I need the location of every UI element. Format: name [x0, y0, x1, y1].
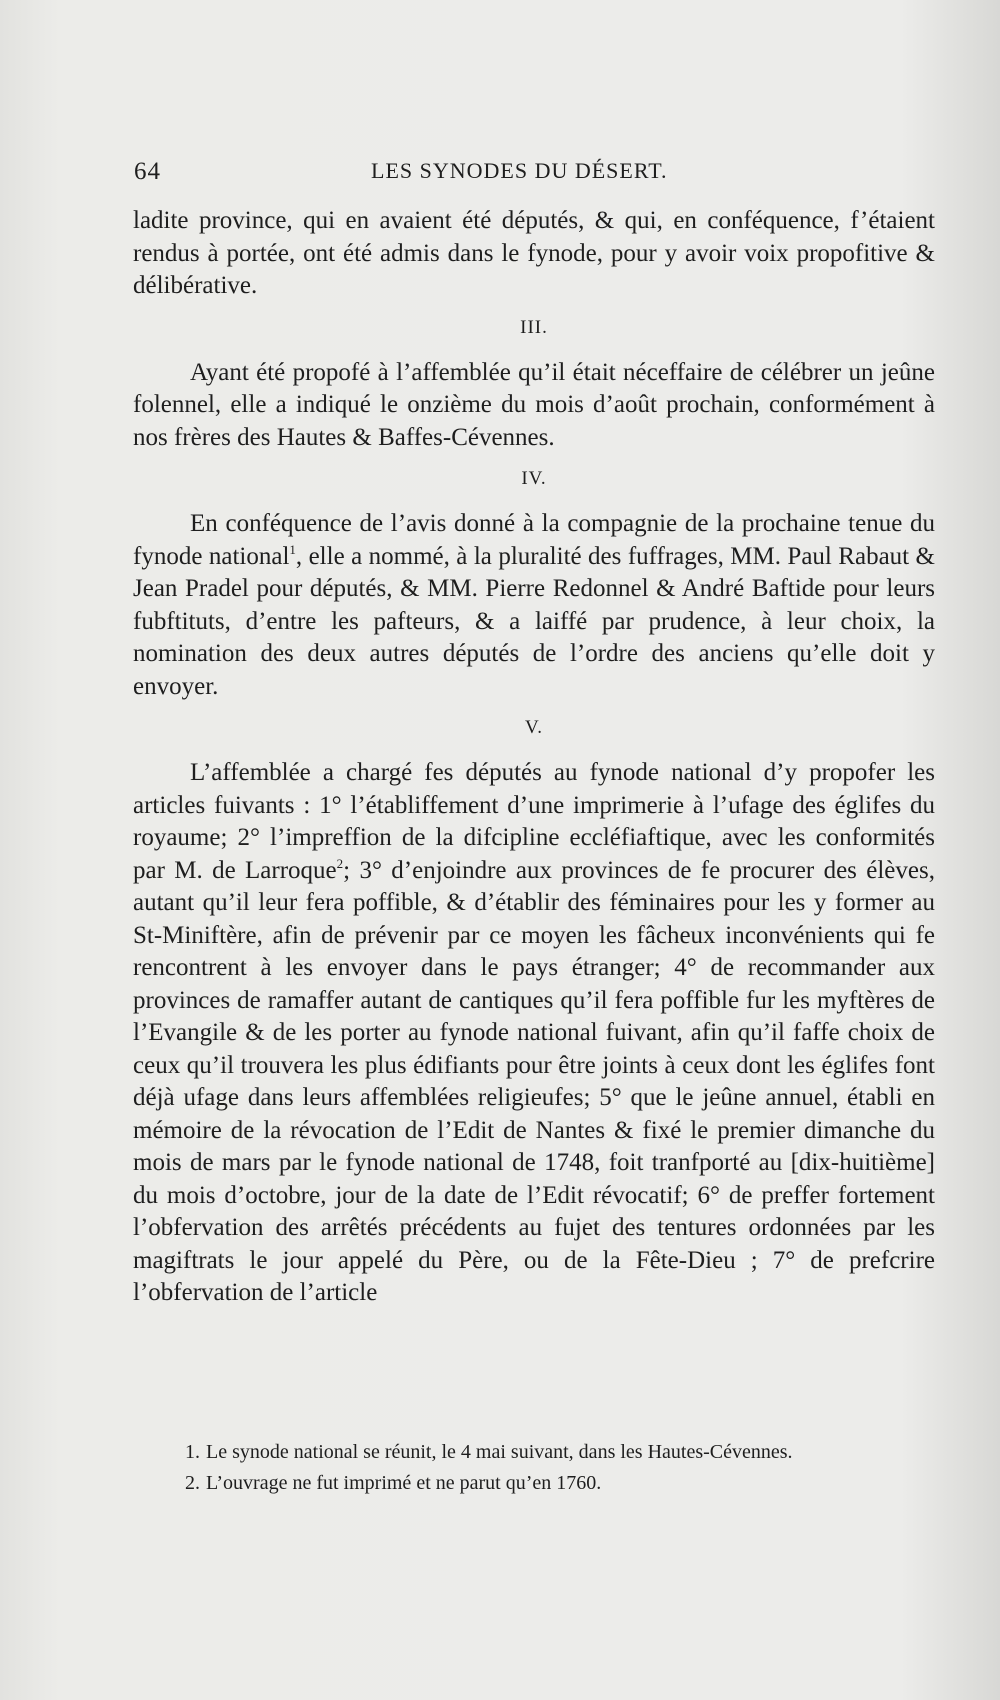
footnote-reference: 1	[289, 541, 296, 557]
footnotes	[185, 1437, 935, 1499]
section-numeral-iii: III.	[520, 316, 548, 338]
paragraph-section-iii: Ayant été propofé à l’affemblée qu’il était néceffaire de célébrer un jeûne folennel, elle a indiqué le onzième du mois d’août prochain, conformément à nos frères des Hautes & Baffes-Cévennes.	[133, 358, 935, 451]
page-number: 64	[134, 158, 161, 185]
paragraph-section-v	[133, 757, 935, 1310]
running-title: LES SYNODES DU DÉSERT.	[371, 158, 668, 183]
paragraph-intro: ladite province, qui en avaient été députés, & qui, en conféquence, f’étaient rendus à portée, ont été admis dans le fynode, pour y avoir voix propofitive & délibérative.	[133, 207, 935, 299]
footnote-text: Le synode national se réunit, le 4 mai suivant, dans les Hautes-Cévennes.	[206, 1441, 793, 1463]
section-numeral-v: V.	[524, 717, 544, 738]
footnote-1	[185, 1437, 935, 1468]
paragraph-text: L’affemblée a chargé fes députés au fynode national d’y propofer les articles fuivants : 1° l’établiffement d’une imprimerie à l’ufage des églifes du royaume; 2° l’impreffion de la difcipline eccléfiaftique, avec les conformités par M. de Larroque	[133, 759, 935, 884]
footnote-2	[185, 1468, 935, 1499]
paragraph-text: En conféquence de l’avis donné à la compagnie de la prochaine tenue du fynode national	[133, 510, 935, 570]
section-numeral-iv: IV.	[521, 468, 547, 489]
footnote-text: L’ouvrage ne fut imprimé et ne parut qu’en 1760.	[206, 1472, 602, 1494]
paragraph-text: ; 3° d’enjoindre aux provinces de fe procurer des élèves, autant qu’il leur fera poffible, & d’établir des féminaires pour les y former au St-Miniftère, afin de prévenir par ce moyen les fâcheux inconvénients qui fe rencontrent à les envoyer dans le pays étranger; 4° de recommander aux provinces de ramaffer autant de cantiques qu’il fera poffible fur les myftères de l’Evangile & de les porter au fynode national fuivant, afin qu’il faffe choix de ceux qu’il trouvera les plus édifiants pour être joints à ceux dont les églifes font déjà ufage dans leurs affemblées religieufes; 5° que le jeûne annuel, établi en mémoire de la révocation de l’Edit de Nantes & fixé le premier dimanche du mois de mars par le fynode national de 1748, foit tranfporté au [dix-huitième] du mois d’octobre, jour de la date de l’Edit révocatif; 6° de preffer fortement l’obfervation des arrêtés précédents au fujet des tentures ordonnées par les magiftrats le jour appelé du Père, ou de la Fête-Dieu ; 7° de prefcrire l’obfervation de l’article	[133, 856, 935, 1306]
footnote-mark: 2.	[185, 1472, 200, 1494]
footnote-reference: 2	[336, 855, 344, 871]
paragraph-section-iv	[133, 508, 935, 703]
running-head	[134, 158, 934, 192]
paragraph-text: , elle a nommé, à la pluralité des fuffrages, MM. Paul Rabaut & Jean Pradel pour députés, & MM. Pierre Redonnel & André Baftide pour leurs fubftituts, d’entre les pafteurs, & a laiffé par prudence, à leur choix, la nomination des deux autres députés de l’ordre des anciens qu’elle doit y envoyer.	[133, 542, 935, 700]
main-text	[133, 205, 935, 1310]
footnote-mark: 1.	[185, 1441, 200, 1463]
